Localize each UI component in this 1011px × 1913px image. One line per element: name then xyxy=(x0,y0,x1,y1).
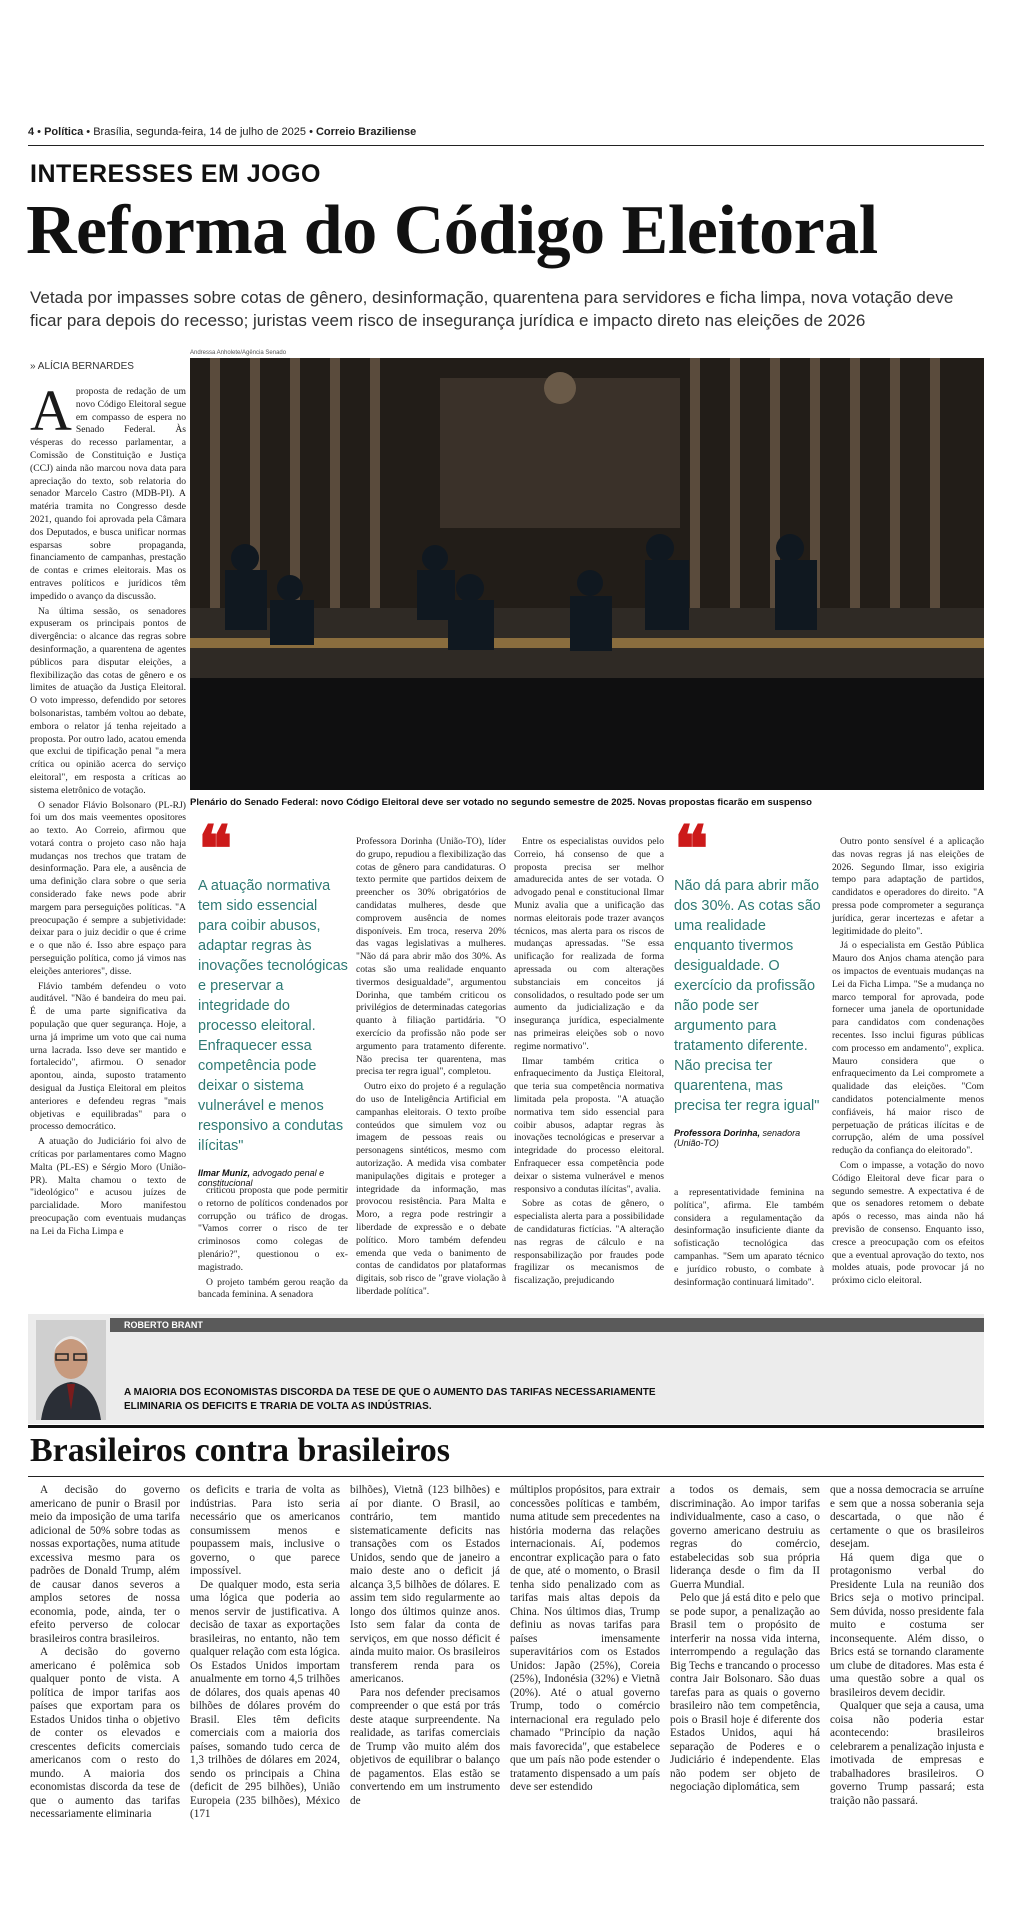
column-p11: Há quem diga que o protagonismo verbal do Presidente Lula na reunião dos Brics seja o motivo principal. Sem dúvida, nosso presidente fala muito e costuma ser inconsequente. Além disso, o Brics está se tornando claramente um clube de ditadores. Mas esta é uma questão sobre a qual os brasileiros devem decidir. xyxy=(830,1551,984,1699)
article-col-3 xyxy=(356,836,506,1301)
senate-photo xyxy=(190,358,984,790)
quote-icon: ❝ xyxy=(198,814,233,885)
kicker: INTERESSES EM JOGO xyxy=(30,160,322,188)
article-col-5 xyxy=(674,1187,824,1291)
avatar xyxy=(36,1320,106,1420)
article-p10: Entre os especialistas ouvidos pelo Correio, há consenso de que a proposta precisa ser melhor amadurecida antes de ser votada. O advogado penal e constitucional Ilmar Muniz avalia que a unificação das normas eleitorais pode trazer avanços técnicos, mas alerta para os riscos de mudanças apressadas. "Se essa unificação for realizada de forma apressada ou com alterações substanciais em conceitos já consolidados, o resultado pode ser um aumento da judicialização e da insegurança jurídica, especialmente nas primeiras eleições sob o novo regime normativo". xyxy=(514,836,664,1052)
page-number: 4 xyxy=(28,126,35,138)
article-p13: a representatividade feminina na política", afirma. Ele também considera a regulamentação da desinformação insuficiente diante da sofisticação tecnológica das campanhas. "Sem um aparato técnico e jurídico robusto, o combate à desinformação continuará limitado". xyxy=(674,1187,824,1288)
quote-ilmar xyxy=(198,814,348,1188)
column-title-rule xyxy=(28,1476,984,1477)
quote-dorinha-author xyxy=(674,1128,824,1148)
article-col-4 xyxy=(514,836,664,1290)
article-p2: Na última sessão, os senadores expuseram os principais pontos de divergência: o alcance das regras sobre desinformação, a quarentena de agentes públicos para disputar eleições, a flexibilização das cotas de gênero e os limites de atuação da Justiça Eleitoral. O voto impresso, defendido por setores bolsonaristas, também voltou ao debate, embora o relator já tenha rejeitado a proposta. Por outro lado, acatou emenda que exclui de tipificação penal "a mera crítica ou opinião acerca do serviço eleitoral", em resposta a críticas ao sistema eletrônico de votação. xyxy=(30,605,186,796)
article-p14: Outro ponto sensível é a aplicação das novas regras já nas eleições de 2026. Segundo Ilmar, isso exigiria tempo para adaptação de partidos, candidatos e operadores do direito. "A pressa pode comprometer a segurança jurídica, gerar incertezas e afetar a legitimidade do pleito". xyxy=(832,836,984,937)
article-p16: Com o impasse, a votação do novo Código Eleitoral deve ficar para o segundo semestre. A expectativa é de que os senadores retomem o debate após o recesso, mas ainda não há previsão de consenso. Enquanto isso, cresce a preocupação com os efeitos que a eventual aprovação do texto, nos moldes atuais, pode provocar já no próximo ciclo eleitoral. xyxy=(832,1159,984,1287)
column-p5: bilhões), Vietnã (123 bilhões) e aí por diante. O Brasil, ao contrário, tem mantido sistematicamente deficits nas transações com os Estados Unidos, sendo que de janeiro a maio deste ano o deficit já alcança 3,5 bilhões de dólares. E assim tem sido regularmente ao longo dos últimos quinze anos. Isto sem falar da conta de serviços, em que nosso déficit é ainda muito maior. Os brasileiros transferem renda para os americanos. xyxy=(350,1484,500,1685)
column-title: Brasileiros contra brasileiros xyxy=(30,1432,450,1469)
column-p4: De qualquer modo, esta seria uma lógica que poderia ao menos servir de justificativa. A decisão de taxar as exportações brasileiras, no entanto, não tem qualquer relação com esta lógica. Os Estados Unidos importam anualmente em torno 4,5 trilhões de dólares, dos quais apenas 40 bilhões de dólares provém do Brasil. Eles têm deficits comerciais com a maioria dos países, somando tudo cerca de 1,3 trilhões de dólares em 2024, sendo os principais a China (deficit de 295 bilhões), União Europeia (235 bilhões), México (171 xyxy=(190,1578,340,1820)
article-p7: O projeto também gerou reação da bancada feminina. A senadora xyxy=(198,1276,348,1301)
top-rule xyxy=(28,145,984,146)
folio: 4 • Política • Brasília, segunda-feira, 14 de julho de 2025 • Correio Braziliense xyxy=(28,126,417,138)
article-p6: criticou proposta que pode permitir o retorno de políticos condenados por corrupção ou tráfico de drogas. "Vamos correr o risco de ter criminosos como colegas de plenário?", questionou o ex-magistrado. xyxy=(198,1185,348,1273)
column-author: ROBERTO BRANT xyxy=(110,1318,984,1332)
headline: Reforma do Código Eleitoral xyxy=(26,192,878,269)
byline: » ALÍCIA BERNARDES xyxy=(30,361,134,372)
article-p5: A atuação do Judiciário foi alvo de críticas por parlamentares como Magno Malta (PL-ES) e Sérgio Moro (União-PR). Malta chamou o texto de "ideológico" e acusou juízes de parcialidade. Moro manifestou preocupação com eventuais mudanças na Lei da Ficha Limpa e xyxy=(30,1136,186,1237)
deck: Vetada por impasses sobre cotas de gênero, desinformação, quarentena para servidores e ficha limpa, nova votação deve ficar para depois do recesso; juristas veem risco de insegurança jurídica e impacto direto nas eleições de 2026 xyxy=(30,288,954,330)
column-p2: A decisão do governo americano é polêmica sob qualquer ponto de vista. A política de impor tarifas aos países que exportam para os Estados Unidos tinha o objetivo de conter os elevados e crescentes deficits comerciais americanos com o resto do mundo. A maioria dos economistas discorda da tese de que o aumento das tarifas necessariamente eliminaria xyxy=(30,1646,180,1820)
column-col-2 xyxy=(190,1484,340,1822)
column-p1: A decisão do governo americano de punir o Brasil por meio da imposição de uma tarifa adicional de 50% sobre todas as nossas exportações, numa atitude excessiva mesmo para os padrões de Donald Trump, além de causar danos severos a amplos setores de nossa economia, pode, ainda, ter o efeito perverso de colocar brasileiros contra brasileiros. xyxy=(30,1484,180,1645)
article-p8: Professora Dorinha (União-TO), líder do grupo, repudiou a flexibilização das cotas de gênero para candidaturas. O texto permite que partidos deixem de preencher os 30% obrigatórios de candidatas mulheres, desde que comprovem ausência de nomes disponíveis. Em troca, reserva 20% das vagas legislativas a mulheres. "Não dá para abrir mão dos 30%. As cotas são uma realidade enquanto tivermos desigualdade", argumentou Dorinha, que também criticou os privilégios de determinadas categorias quanto à filiação partidária. "O exercício da profissão não pode ser argumento para tratamento diferente. Não precisa ter quarentena, mas precisa ter regra igual", completou. xyxy=(356,836,506,1078)
article-p3: O senador Flávio Bolsonaro (PL-RJ) foi um dos mais veementes opositores ao texto. Ao Correio, afirmou que votará contra o projeto caso não haja mudanças nos trechos que tratam de desinformação. Para ele, a ausência de uma definição clara sobre o que seria considerado fake news pode abrir margem para perseguições políticas. "A preocupação é sempre a subjetividade: deixar para o juiz decidir o que é crime e o que não é. Isso abre espaço para perseguição política, como já vimos nas eleições anteriores", disse. xyxy=(30,799,186,977)
column-pullquote: A MAIORIA DOS ECONOMISTAS DISCORDA DA TESE DE QUE O AUMENTO DAS TARIFAS NECESSARIAMENTE ELIMINARIA OS DEFICITS E TRARIA DE VOLTA AS INDÚSTRIAS. xyxy=(124,1387,656,1412)
article-p1: proposta de redação de um novo Código Eleitoral segue em compasso de espera no Senado Federal. Às vésperas do recesso parlamentar, a Comissão de Constituição e Justiça (CCJ) ainda não marcou nova data para apreciação do texto, sob relatoria do senador Marcelo Castro (MDB-PI). A matéria tramita no Congresso desde 2021, quando foi aprovada pela Câmara dos Deputados, e busca unificar normas esparsas sobre propaganda, financiamento de campanhas, prestação de contas e crimes eleitorais. Mas os entraves políticos e jurídicos têm impedido o avanço da discussão. xyxy=(30,386,186,602)
author-portrait xyxy=(36,1320,106,1420)
section-name: Política xyxy=(44,126,84,138)
column-p8: a todos os demais, sem discriminação. Ao impor tarifas individualmente, caso a caso, o governo americano destruiu as regras do comércio, estabelecidas sob sua própria liderança desde o fim da II Guerra Mundial. xyxy=(670,1484,820,1591)
quote-dorinha xyxy=(674,814,824,1148)
senate-photo-illustration xyxy=(190,358,984,790)
column-p3: os deficits e traria de volta as indústrias. Para isto seria necessário que os americanos consumissem menos e poupassem mais, inclusive o governo, o que parece impossível. xyxy=(190,1484,340,1577)
article-col-6 xyxy=(832,836,984,1290)
dropcap: A xyxy=(30,378,72,443)
article-p15: Já o especialista em Gestão Pública Mauro dos Anjos chama atenção para os impactos de eventuais mudanças na Lei da Ficha Limpa. "Se a mudança no marco temporal for aprovada, pode fornecer uma janela de oportunidade para candidatos com condenações recentes. Isso inclui figuras públicas com processo em andamento", explica. Mauro considera que o enfraquecimento da Lei compromete a qualidade das eleições. "Com candidatos potencialmente menos confiáveis, há maior risco de perpetuação de práticas ilícitas e de corrupção, além de uma possível redução da confiança do eleitorado". xyxy=(832,940,984,1157)
photo-caption: Plenário do Senado Federal: novo Código Eleitoral deve ser votado no segundo semestre de 2025. Novas propostas ficarão em suspenso xyxy=(190,797,812,808)
column-rule xyxy=(28,1425,984,1428)
column-col-4 xyxy=(510,1484,660,1795)
column-p7: múltiplos propósitos, para extrair concessões políticas e também, numa atitude sem precedentes na história moderna das relações internacionais. Aí, podemos encontrar explicação para o fato de que, até o momento, o Brasil tenha sido penalizado com as tarifas mais altas depois da China. Nos últimos dias, Trump definiu as novas tarifas para países imensamente superavitários com os Estados Unidos: Japão (25%), Coreia (25%), Indonésia (32%) e Vietnã (20%). Até o atual governo Trump, todo o comércio internacional era regulado pelo chamado "Princípio da nação mais favorecida", que estabelece que um país não pode estender o tratamento dispensado a um país deve ser estendido xyxy=(510,1484,660,1793)
column-col-3 xyxy=(350,1484,500,1808)
column-col-1 xyxy=(30,1484,180,1822)
article-col-1 xyxy=(30,378,186,1241)
quote-dorinha-text: Não dá para abrir mão dos 30%. As cotas são uma realidade enquanto tivermos desigualdade. O exercício da profissão não pode ser argumento para tratamento diferente. Não precisa ter quarentena, mas precisa ter regra igual" xyxy=(674,878,821,1114)
column-p10: que a nossa democracia se arruíne e sem que a nossa soberania seja descartada, o que não é certamente o que os brasileiros desejam. xyxy=(830,1484,984,1550)
column-p12: Qualquer que seja a causa, uma coisa não poderia estar acontecendo: brasileiros celebrarem a penalização injusta e imotivada de empresas e trabalhadores brasileiros. O governo Trump passará; esta traição não passará. xyxy=(830,1700,984,1807)
article-p9: Outro eixo do projeto é a regulação do uso de Inteligência Artificial em campanhas eleitorais. O texto proíbe conteúdos que simulem voz ou imagem de pessoas reais ou personagens sintéticos, mesmo com autorização. A medida visa combater manipulações digitais e proteger a integridade da informação, mas provocou resistência. Para Malta e Moro, a regra pode restringir a liberdade de expressão e o debate político. Moro também defendeu emenda que veda o banimento de contas de candidatos por plataformas digitais, sob risco de "grave violação à liberdade política". xyxy=(356,1081,506,1297)
quote-ilmar-name: Ilmar Muniz, xyxy=(198,1168,251,1178)
quote-ilmar-text: A atuação normativa tem sido essencial para coibir abusos, adaptar regras às inovações tecnológicas e preservar a integridade do processo eleitoral. Enfraquecer essa competência pode deixar o sistema vulnerável e menos responsivo a condutas ilícitas" xyxy=(198,878,348,1154)
quote-dorinha-role: senadora (União-TO) xyxy=(674,1128,801,1148)
column-col-6 xyxy=(830,1484,984,1808)
article-p4: Flávio também defendeu o voto auditável. "Não é bandeira do meu pai. É de uma parte significativa da população que quer segurança. Hoje, a urna já imprime um voto que cai numa urna lacrada. Isso deve ser mantido e fortalecido", afirmou. O senador apontou, ainda, suposto tratamento desigual da Justiça Eleitoral em pleitos anteriores e defendeu regras "mais objetivas e equilibradas" para o processo democrático. xyxy=(30,980,186,1133)
column-p9: Pelo que já está dito e pelo que se pode supor, a penalização ao Brasil tem o propósito de interferir na nossa vida interna, interrompendo a regulação das Big Techs e trancando o processo contra Jair Bolsonaro. São duas tarefas para as quais o governo brasileiro não tem competência, pois o Brasil hoje é diferente dos Estados Unidos, aqui há separação de Poderes e o Judiciário é independente. Elas não podem ser objeto de negociação diplomática, sem xyxy=(670,1592,820,1793)
article-p12: Sobre as cotas de gênero, o especialista alerta para a possibilidade de candidaturas fictícias. "A alteração nas regras de cálculo e na responsabilização por fraudes pode fragilizar os mecanismos de fiscalização, prejudicando xyxy=(514,1198,664,1287)
column-p6: Para nos defender precisamos compreender o que está por trás deste ataque surpreendente. Na realidade, as tarifas comerciais de Trump vão muito além dos objetivos de equilibrar o balanço de pagamentos. Elas estão se convertendo em um instrumento de xyxy=(350,1686,500,1807)
article-col-2 xyxy=(198,1185,348,1304)
quote-icon: ❝ xyxy=(674,814,709,885)
quote-dorinha-name: Professora Dorinha, xyxy=(674,1128,761,1138)
photo-credit: Andressa Anholete/Agência Senado xyxy=(190,350,287,356)
city-date: Brasília, segunda-feira, 14 de julho de 2025 xyxy=(93,126,307,138)
column-col-5 xyxy=(670,1484,820,1795)
paper-name: Correio Braziliense xyxy=(315,126,417,138)
quote-ilmar-role: advogado penal e constitucional xyxy=(198,1168,325,1188)
article-p11: Ilmar também critica o enfraquecimento da Justiça Eleitoral, que teria sua competência normativa limitada pela proposta. "A atuação normativa tem sido essencial para coibir abusos, adaptar regras às inovações tecnológicas e preservar a integridade do processo eleitoral. Enfraquecer essa competência pode deixar o sistema vulnerável e menos responsivo a condutas ilícitas", avalia. xyxy=(514,1055,664,1195)
